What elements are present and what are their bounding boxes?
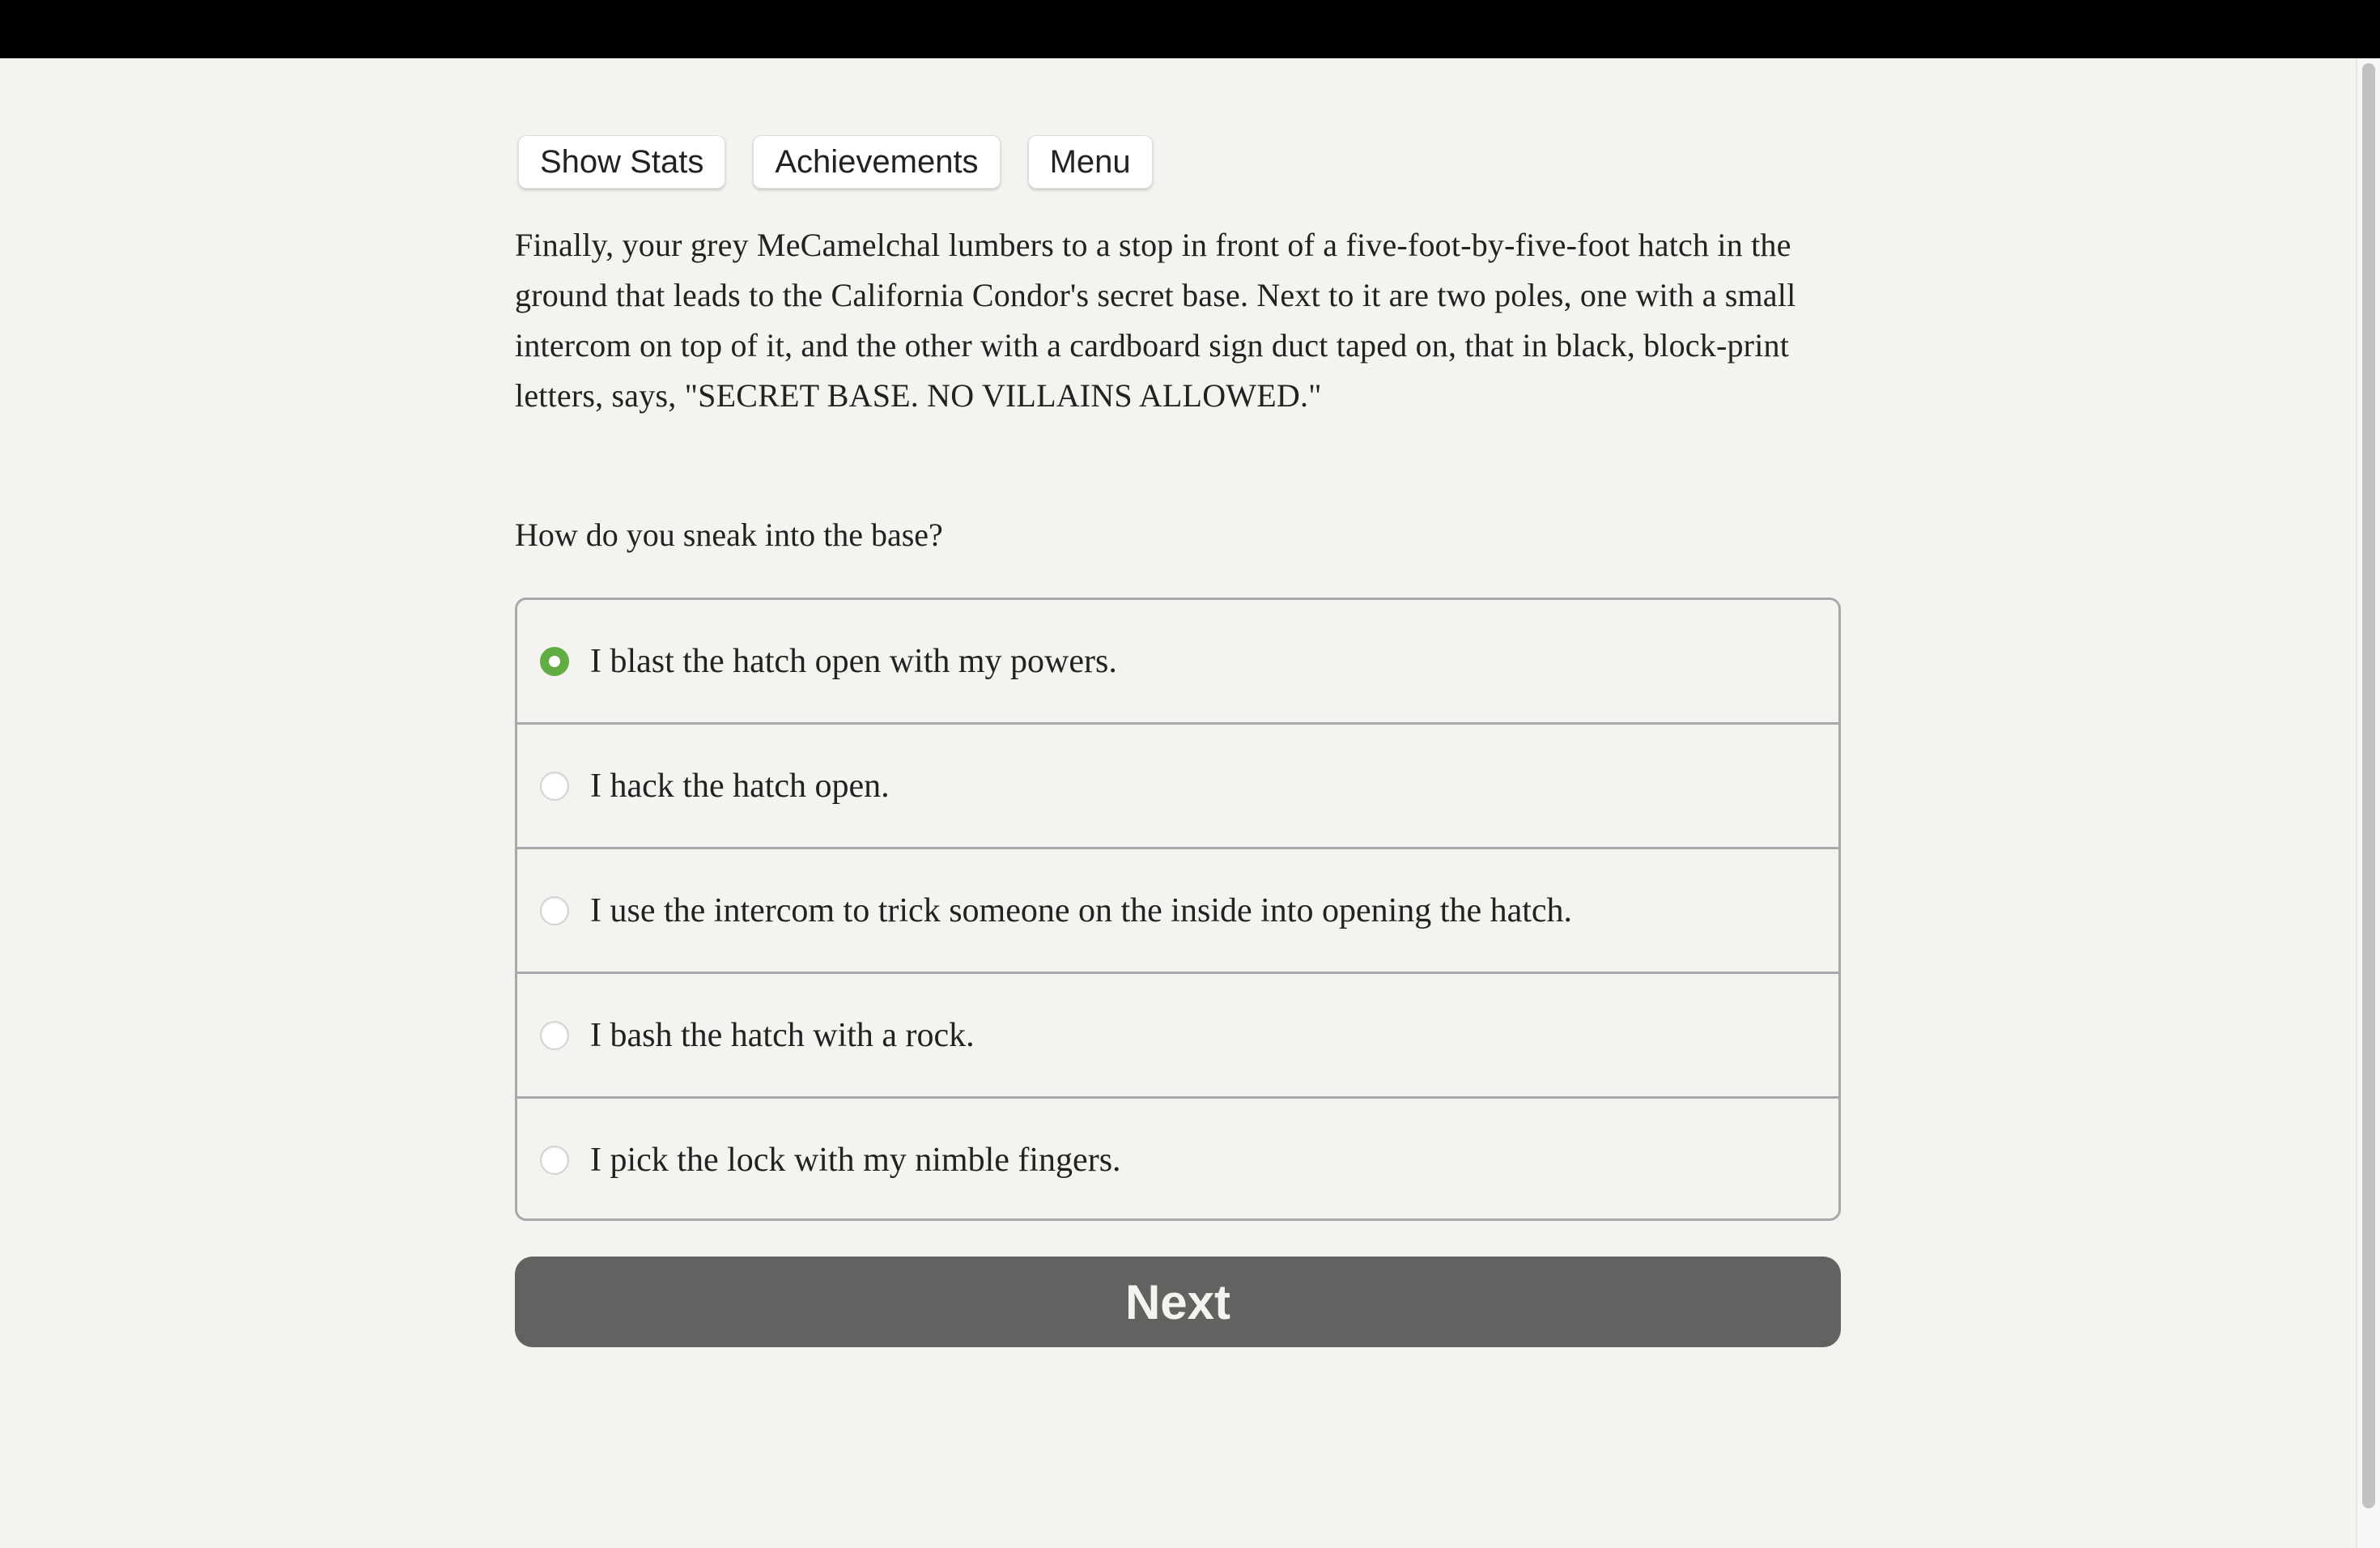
- choice-option-5[interactable]: [517, 1096, 1838, 1221]
- radio-unselected-icon[interactable]: [540, 772, 569, 801]
- browser-top-bar: [0, 0, 2380, 58]
- toolbar: [518, 135, 1153, 189]
- achievements-button[interactable]: Achievements: [753, 135, 1000, 189]
- choice-option-1[interactable]: [517, 600, 1838, 722]
- choice-option-2[interactable]: [517, 722, 1838, 847]
- choice-option-4[interactable]: [517, 972, 1838, 1096]
- choice-label: I bash the hatch with a rock.: [590, 1016, 975, 1054]
- radio-unselected-icon[interactable]: [540, 896, 569, 925]
- choice-option-3[interactable]: [517, 847, 1838, 972]
- choice-question: How do you sneak into the base?: [515, 517, 943, 553]
- choice-list: [515, 598, 1841, 1221]
- choice-label: I use the intercom to trick someone on the inside into opening the hatch.: [590, 891, 1573, 929]
- next-button[interactable]: Next: [515, 1257, 1841, 1347]
- vertical-scrollbar[interactable]: [2356, 58, 2380, 1548]
- story-paragraph: Finally, your grey MeCamelchal lumbers to a stop in front of a five-foot-by-five-foot hatch in the ground that leads to the California Condor's secret base. Next to it are two poles, one with a small intercom on top of it, and the other with a cardboard sign duct taped on, that in black, block-print letters, says, "SECRET BASE. NO VILLAINS ALLOWED.": [515, 227, 1796, 414]
- radio-unselected-icon[interactable]: [540, 1021, 569, 1050]
- radio-selected-icon[interactable]: [540, 647, 569, 676]
- show-stats-button[interactable]: Show Stats: [518, 135, 725, 189]
- scrollbar-thumb[interactable]: [2362, 63, 2375, 1508]
- radio-unselected-icon[interactable]: [540, 1146, 569, 1175]
- choice-label: I pick the lock with my nimble fingers.: [590, 1141, 1121, 1179]
- choice-label: I hack the hatch open.: [590, 767, 890, 805]
- choice-label: I blast the hatch open with my powers.: [590, 642, 1117, 680]
- menu-button[interactable]: Menu: [1028, 135, 1153, 189]
